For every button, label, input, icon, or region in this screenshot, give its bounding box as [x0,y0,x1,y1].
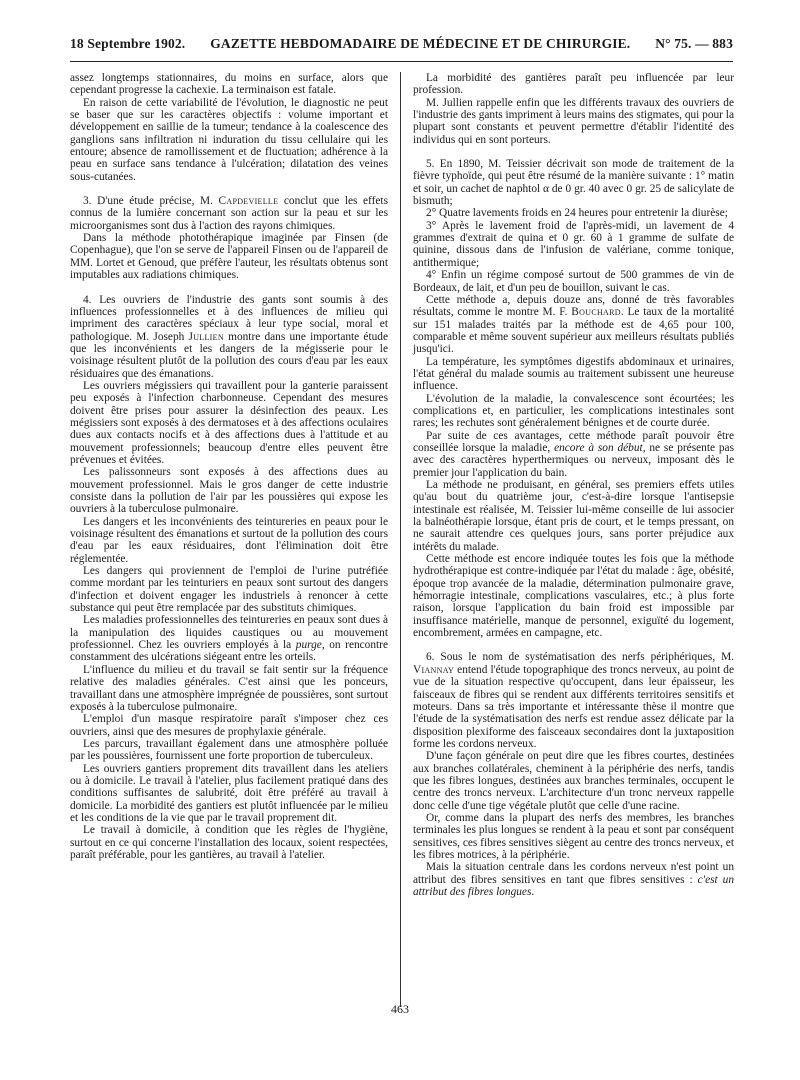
paragraph: L'influence du milieu et du travail se fait sentir sur la fréquence relative des maladies générales. C'est ainsi que les ponceurs, travaillant dans une atmosphère imprégnée de poussières, sont surtout exposés à la tuberculose pulmonaire. [70,663,388,713]
paragraph: Les parcurs, travaillant également dans une atmosphère polluée par les poussières, fournissent une forte proportion de tuberculeux. [70,737,388,763]
paragraph: 5. En 1890, M. Teissier décrivait son mode de traitement de la fièvre typhoïde, qui peut être résumé de la manière suivante : 1° matin et soir, un cachet de naphtol α de 0 gr. 40 avec 0 gr. 25 de salicylate de bismuth; [413,158,734,208]
header-date: 18 Septembre 1902. [70,36,186,51]
paragraph: 3° Après le lavement froid de l'après-midi, un lavement de 4 grammes d'extrait de quina et 0 gr. 60 à 1 gramme de sulfate de quinine, dissous dans de l'infusion de valériane, comme tonique, antithermique; [413,219,734,269]
author-name: Capdevielle [218,195,279,208]
author-name: Jullien [188,330,224,343]
paragraph: 4° Enfin un régime composé surtout de 500 grammes de vin de Bordeaux, de lait, et d'un peu de bouillon, suivant le cas. [413,269,734,294]
paragraph [70,614,388,663]
paragraph-text: 3. D'une étude précise, M. [83,195,219,208]
paragraph [413,651,734,750]
paragraph-text: Mais la situation centrale dans les cordons nerveux n'est point un attribut des fibres sensitives en tant que fibres sensitives : [413,861,734,886]
paragraph-text: . Le taux de la mortalité sur 151 malades traités par la méthode est de 4,65 pour 100, comparable et même souvent supérieur aux meilleurs résultats publiés jusqu'ici. [413,306,734,356]
paragraph: L'emploi d'un masque respiratoire paraît s'imposer chez ces ouvriers, ainsi que des mesures de prophylaxie générale. [70,713,388,738]
paragraph: Les dangers qui proviennent de l'emploi de l'urine putréfiée comme mordant par les teinturiers en peaux sont surtout des dangers d'infection et doivent engager les industriels à renoncer à cette substance qui peut être remplacée par des substituts chimiques. [70,565,388,615]
paragraph: Les ouvriers gantiers proprement dits travaillent dans les ateliers ou à domicile. Le travail à l'atelier, plus facilement pratiqué dans des conditions suffisantes de salubrité, doit être préféré au travail à domicile. La morbidité des gantiers est plutôt influencée par le milieu et les conditions de la vie que par le travail proprement dit. [70,762,388,824]
header-issue-number: N° 75. — 883 [655,36,733,51]
author-name: Viannay [413,663,455,676]
header-journal-title: GAZETTE HEBDOMADAIRE DE MÉDECINE ET DE CHIRURGIE. [210,36,631,51]
paragraph-text: Cette méthode a, depuis douze ans, donné de très favorables résultats, comme le montre M. F. [413,293,734,319]
paragraph-text: , on rencontre constamment des ulcérations siégeant entre les orteils. [70,639,388,664]
emphasis-text: purge [295,639,322,652]
paragraph [413,861,734,898]
emphasis-text: c'est un attribut des fibres longues [413,873,734,898]
section-gap [70,183,388,195]
paragraph: La méthode ne produisant, en général, ses premiers effets utiles qu'au bout du quatrième jour, c'est-à-dire lorsque l'antisepsie intestinale est réalisée, M. Teissier lui-même conseille de lui associer la balnéothérapie lorsque, étant pris de court, et le temps pressant, on ne saurait attendre ces quelques jours, sans porter préjudice aux intérêts du malade. [413,479,734,553]
paragraph-text: entend l'étude topographique des troncs nerveux, au point de vue de la situation respective qu'occupent, dans leur épaisseur, les faisceaux de fibres qui se rendent aux différents territoires sensitifs et moteurs. Dans sa très importante et intéressante thèse il montre que l'étude de la systématisation des nerfs est rendue assez délicate par la disposition plexiforme des faisceaux secondaires dont la juxtaposition forme les cordons nerveux. [413,663,734,750]
paragraph: Les palissonneurs sont exposés à des affections dues au mouvement professionnel. Mais le gros danger de cette industrie consiste dans la pollution de l'air par les poussières qui expose les ouvriers à la tuberculose pulmonaire. [70,466,388,516]
paragraph-text: Par suite de ces avantages, cette méthode paraît pouvoir être conseillée lorsque la maladie, [413,429,734,454]
author-name: Bouchard [571,306,621,319]
paragraph: Le travail à domicile, à condition que les règles de l'hygiène, surtout en ce qui concerne l'installation des locaux, soient respectées, paraît préférable, pour les gantières, au travail à l'atelier. [70,824,388,861]
paragraph [70,294,388,380]
paragraph: D'une façon générale on peut dire que les fibres courtes, destinées aux branches collatérales, cheminent à la périphérie des nerfs, tandis que les fibres longues, destinées aux branches terminales, occupent le centre des troncs nerveux. L'architecture d'un tronc nerveux rappelle donc celle d'une tige végétale plutôt que celle d'une racine. [413,750,734,812]
paragraph-text: . [531,886,535,898]
column-divider [400,72,401,1007]
paragraph: Cette méthode est encore indiquée toutes les fois que la méthode hydrothérapique est contre-indiquée par l'état du malade : âge, obésité, époque trop avancée de la maladie, détermination pulmonaire grave, hémorragie intestinale, complications vasculaires, etc.; à plus forte raison, lorsque l'application du bain froid est impossible par insuffisance matérielle, manque de personnel, exiguïté du logement, encombrement, armées en campagne, etc. [413,553,734,640]
paragraph [413,294,734,356]
section-gap [413,146,734,158]
emphasis-text: encore à son début [554,441,643,454]
paragraph: M. Jullien rappelle enfin que les différents travaux des ouvriers de l'industrie des gants impriment à leurs mains des stigmates, qui pour la plupart sont constants et peuvent permettre d'établir l'identité des individus qui en sont porteurs. [413,96,734,146]
paragraph-text: 6. Sous le nom de systématisation des nerfs périphériques, M. [426,651,734,664]
paragraph-text: montre dans une importante étude que les inconvénients et les dangers de la mégisserie pour le voisinage résultent plutôt de la pollution des cours d'eau par les eaux résiduaires que des émanations. [70,330,388,380]
paragraph: En raison de cette variabilité de l'évolution, le diagnostic ne peut se baser que sur les caractères objectifs : volume important et développement en saillie de la tumeur; tendance à la coalescence des ganglions sans infiltration ni induration du tissu cellulaire qui les entoure; absence de ramollissement et de fluctuation; adhérence à la peau en surface sans tendance à l'ulcération; dilatation des veines sous-cutanées. [70,96,388,183]
paragraph [413,430,734,479]
paragraph-text: , ne se présente pas avec des caractères hyperthermiques ou nerveux, imposant dès le premier jour l'application du bain. [413,441,734,479]
paragraph: La morbidité des gantières paraît peu influencée par leur profession. [413,72,734,97]
running-header [70,36,733,62]
paragraph: Dans la méthode photothérapique imaginée par Finsen (de Copenhague), que l'on se serve de l'appareil Finsen ou de l'appareil de MM. Lortet et Genoud, que préfère l'auteur, les résultats obtenus sont imputables aux radiations chimiques. [70,232,388,282]
left-column [70,72,388,861]
paragraph: assez longtemps stationnaires, du moins en surface, alors que cependant progresse la cachexie. La terminaison est fatale. [70,72,388,97]
paragraph [70,195,388,232]
right-column [413,72,734,898]
paragraph-text: conclut que les effets connus de la lumière concernant son action sur la peau et sur les microorganismes sont dus à l'action des rayons chimiques. [70,195,389,232]
paragraph-text: 4. Les ouvriers de l'industrie des gants sont soumis à des influences professionnelles et à des influences de milieu qui impriment des caractères spéciaux à leur type social, moral et pathologique. M. Joseph [70,293,388,343]
section-gap [70,282,388,294]
paragraph: Les dangers et les inconvénients des teintureries en peaux pour le voisinage résultent des émanations et surtout de la pollution des cours d'eau par les eaux résiduaires, dont l'élimination doit être réglementée. [70,515,388,565]
page-number: 463 [391,1002,409,1016]
paragraph: Or, comme dans la plupart des nerfs des membres, les branches terminales les plus longues se rendent à la peau et sont par conséquent sensitives, ces fibres sensitives siègent au centre des troncs nerveux, et les fibres motrices, à la périphérie. [413,811,734,861]
section-gap [413,639,734,651]
paragraph: 2° Quatre lavements froids en 24 heures pour entretenir la diurèse; [426,207,728,220]
paragraph: L'évolution de la maladie, la convalescence sont écourtées; les complications et, en particulier, les complications intestinales sont rares; les rechutes sont généralement bénignes et de courte durée. [413,392,734,430]
paragraph: La température, les symptômes digestifs abdominaux et urinaires, l'état général du malade soumis au traitement subissent une heureuse influence. [413,355,734,393]
paragraph-text: Les maladies professionnelles des teintureries en peaux sont dues à la manipulation des liquides caustiques ou au mouvement professionnel. Chez les ouvriers employés à la [70,614,388,652]
paragraph: Les ouvriers mégissiers qui travaillent pour la ganterie paraissent peu exposés à l'infection charbonneuse. Cependant des mesures doivent être prises pour assurer la désinfection des peaux. Les mégissiers sont exposés à des dermatoses et à des affections oculaires dues aux contacts nocifs et à des affections dues à l'attitude et au mouvement professionnels; beaucoup d'entre elles peuvent être prévenues et évitées. [70,379,388,466]
